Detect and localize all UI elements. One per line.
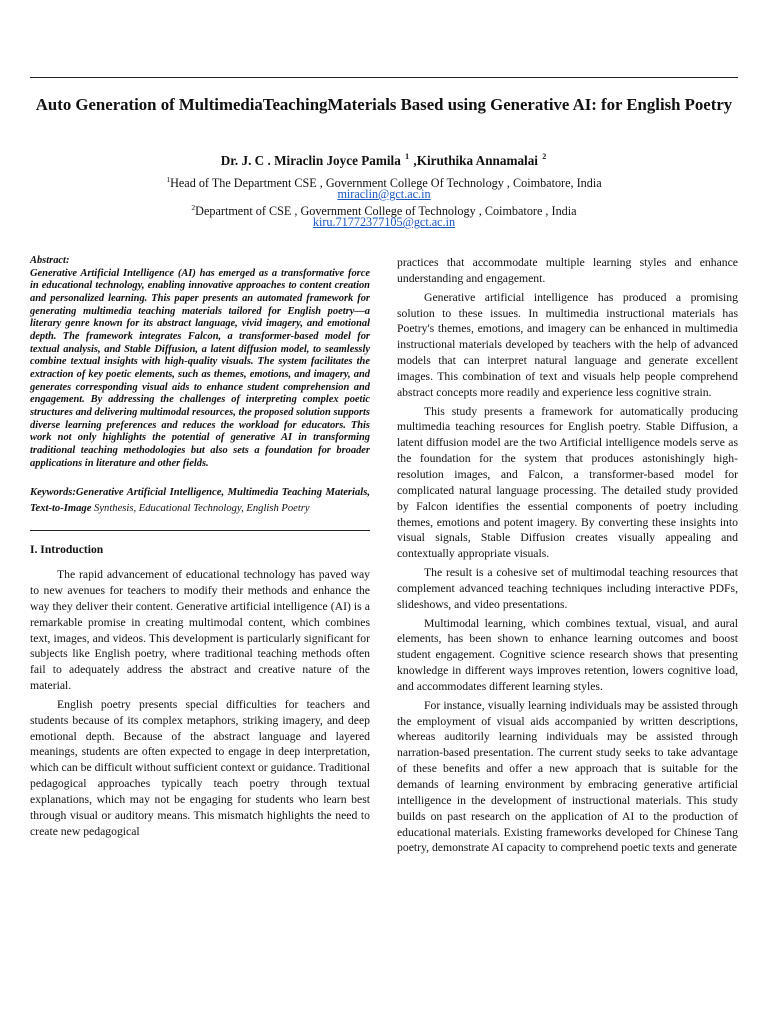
abstract-label: Abstract: xyxy=(30,255,70,266)
author-line xyxy=(30,148,738,169)
keywords-bold: Keywords:Generative Artificial Intelligence, Multimedia Teaching Materials, Text-to-Image xyxy=(30,487,370,514)
abstract-text: Generative Artificial Intelligence (AI) has emerged as a transformative force in educational technology, enabling innovative approaches to content creation and personalized learning. This paper presents an automated framework for generating multimedia teaching materials tailored for English poetry—a literary genre known for its abstract language, vivid imagery, and emotional depth. The framework integrates Falcon, a transformer-based model for textual analysis, and Stable Diffusion, a latent diffusion model, to seamlessly combine textual insights with high-quality visuals. The system facilitates the extraction of key poetic elements, such as themes, emotions, and imagery, and generates corresponding visual aids to enhance student comprehension and engagement. By addressing the challenges of interpreting complex poetic structures and delivering multimodal resources, the proposed solution supports diverse learning preferences and reduces the workload for educators. This work not only highlights the potential of generative AI in transforming traditional teaching methodologies but also sets a foundation for broader applications in literature and other fields. xyxy=(30,267,370,469)
right-paragraph-3: The result is a cohesive set of multimodal teaching resources that complement advanced teaching techniques including interactive PDFs, slideshows, and video presentations. xyxy=(397,566,738,611)
author-2: Kiruthika Annamalai xyxy=(416,153,538,168)
affiliation-1-sup: 1 xyxy=(166,175,171,184)
keywords-rest: Synthesis, Educational Technology, English Poetry xyxy=(91,502,310,514)
right-paragraph-1: Generative artificial intelligence has produced a promising solution to these issues. In multimedia instructional materials has Poetry's themes, emotions, and imagery can be enhanced in multimedia instructional materials developed by teachers with the help of advanced models that can interpret natural language and generate excellent images. This combination of text and visuals help people comprehend abstract concepts more readily and experience less cognitive strain. xyxy=(397,290,738,399)
right-paragraph-2: This study presents a framework for automatically producing multimedia teaching resources for English poetry. Stable Diffusion, a latent diffusion model are the two Artificial intelligence models serve as the foundation for the system that produces astonishingly high-resolution images, and Falcon, a transformer-based model for complicated natural language processing. The detailed study provided by Falcon identifies the essential components of poetry including themes, emotions and potent imagery. By converting these insights into visual signals, Stable Diffusion creates visually appealing and contextually appropriate visuals. xyxy=(397,404,738,561)
email-2-link[interactable]: kiru.71772377105@gct.ac.in xyxy=(312,215,456,229)
author-1: Dr. J. C . Miraclin Joyce Pamila xyxy=(220,153,401,168)
left-column xyxy=(30,255,370,840)
right-continuation: practices that accommodate multiple learning styles and enhance understanding and engagement. xyxy=(397,256,738,285)
right-paragraph-4: Multimodal learning, which combines textual, visual, and aural elements, has been shown to enhance learning outcomes and boost student engagement. Cognitive science research shows that presenting knowledge in different ways improves retention, lowers cognitive load, and accommodates different learning styles. xyxy=(397,616,738,693)
right-paragraph-5: For instance, visually learning individuals may be assisted through the employment of visual aids accompanied by written descriptions, whereas auditorily learning individuals may be assisted through narration-based presentation. The current study seeks to take advantage of these benefits and offer a new approach that is suitable for the demands of learning environment by embracing generative artificial intelligence in the development of instructional materials. This study builds on past research on the application of AI to the production of educational materials. Existing frameworks developed for Chinese Tang poetry, demonstrate AI capacity to comprehend poetic texts and generate xyxy=(397,698,738,855)
email-1-line xyxy=(30,187,738,202)
abstract xyxy=(30,255,370,470)
section-heading-introduction: I. Introduction xyxy=(30,543,104,557)
section-rule xyxy=(30,530,370,531)
email-2-line xyxy=(30,215,738,230)
keywords xyxy=(30,485,370,516)
right-column xyxy=(397,255,738,856)
affiliation-2-text: Department of CSE , Government College of Technology , Coimbatore , India xyxy=(195,204,577,218)
affiliation-2-sup: 2 xyxy=(191,203,196,212)
paper-title: Auto Generation of MultimediaTeachingMaterials Based using Generative AI: for English Poetry xyxy=(35,95,733,114)
email-1-link[interactable]: miraclin@gct.ac.in xyxy=(337,187,431,201)
author-separator: , xyxy=(410,153,417,168)
author-2-sup: 2 xyxy=(542,152,547,161)
affiliation-1-text: Head of The Department CSE , Government College Of Technology , Coimbatore, India xyxy=(170,176,602,190)
intro-paragraph-1: The rapid advancement of educational technology has paved way to new avenues for teachers to modify their methods and enhance the way they deliver their content. Generative artificial intelligence (AI) is a remarkable promise in creating multimodal content, which combines text, images, and videos. This development is particularly significant for subjects like English poetry, where traditional teaching methods often fail to adequately address the abstract and creative nature of the material. xyxy=(30,568,370,693)
author-1-sup: 1 xyxy=(405,152,410,161)
intro-paragraph-2: English poetry presents special difficulties for teachers and students because of its complex metaphors, striking imagery, and deep emotional depth. Because of the abstract language and layered meanings, students are often expected to engage in deep interpretation, which can be difficult without sufficient context or guidance. Traditional pedagogical approaches typically teach poetry through textual explanations, which may not be engaging for students who learn best through visual or auditory means. This mismatch highlights the need to create new pedagogical xyxy=(30,697,370,838)
header-rule xyxy=(30,77,738,78)
